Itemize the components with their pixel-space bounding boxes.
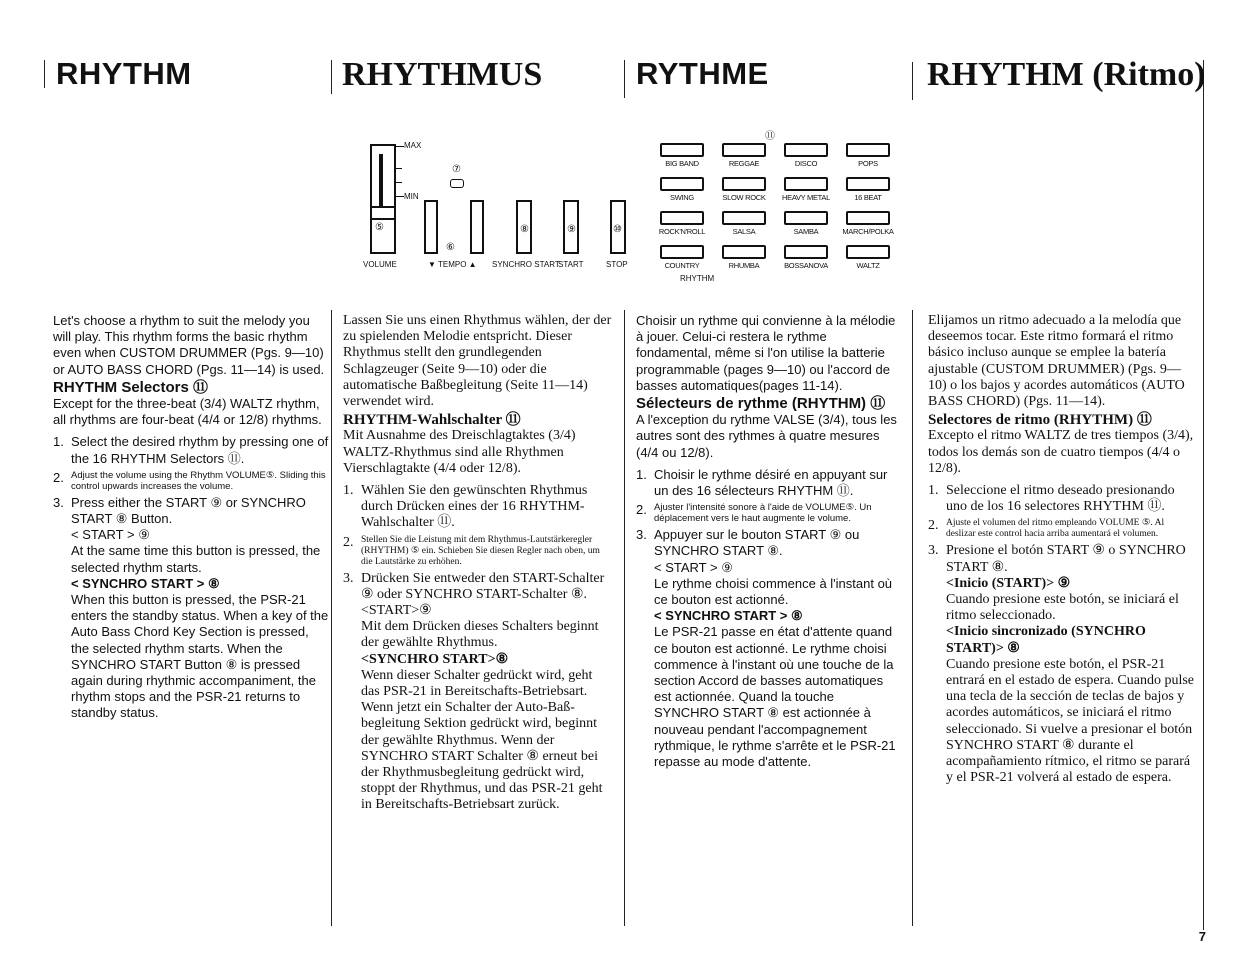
step-number: 3. [53,494,64,510]
tempo-down-button [424,200,438,254]
step-number: 2. [636,502,647,518]
step-3 [343,571,613,814]
section-text: Mit Ausnahme des Dreischlagtaktes (3/4) WALTZ-Rhythmus sind alle Rhythmen Vierschlagtakte (4/4 oder 12/8). [343,428,576,476]
step-1 [53,434,329,466]
rhythm-selector-button [846,211,890,225]
min-label: MIN [404,192,419,201]
rhythm-selector-label: HEAVY METAL [782,193,830,202]
step-2 [53,470,329,492]
step-text: Adjust the volume using the Rhythm VOLUME⑤. Sliding this control upwards increases the volume. [71,469,326,492]
section-text: A l'exception du rythme VALSE (3/4), tous les autres sont des rythmes à quatre mesures (4/4 ou 12/8). [636,412,897,460]
page-number: 7 [1198,929,1206,944]
step-number: 1. [636,466,647,482]
rhythm-selector-label: RHUMBA [728,261,760,270]
rhythm-selector-button [722,211,766,225]
step-number: 3. [343,570,354,586]
rhythm-selector-button [784,245,828,259]
rhythm-selector-button [784,143,828,157]
start-text: Mit dem Drücken dieses Schalters beginnt der gewählte Rhythmus. [361,619,599,651]
column-fr [636,313,902,773]
step-number: 1. [928,483,939,499]
step-2 [343,535,613,568]
start-text: At the same time this button is pressed, the selected rhythm starts. [71,543,321,575]
steps-list [928,483,1194,786]
circle-label-6: ⑥ [446,242,455,253]
indicator-lamp [450,179,464,188]
start-label: START [558,260,584,269]
rhythm-selector-button [784,211,828,225]
rhythm-selector-button [722,177,766,191]
rhythm-label: RHYTHM [680,274,715,283]
step-number: 3. [928,543,939,559]
step-text: Stellen Sie die Leistung mit dem Rhythmus-Lautstärkeregler (RHYTHM) ⑤ ein. Schieben Sie diesen Regler nach oben, um die Lautstärke zu erhöhen. [361,534,600,567]
synchro-start-label: SYNCHRO START [492,260,560,269]
column-de [343,313,613,817]
tempo-up-button [470,200,484,254]
rhythm-selector-button [846,245,890,259]
synchro-heading: < SYNCHRO START > ⑧ [71,575,220,591]
header-en: RHYTHM [56,56,192,91]
rhythm-selector-label: ROCK'N'ROLL [658,227,706,236]
circle-label-10: ⑩ [613,224,622,235]
rhythm-selector-label: REGGAE [728,159,760,168]
step-text: Drücken Sie entweder den START-Schalter ⑨ oder SYNCHRO START-Schalter ⑧. [361,570,605,602]
rhythm-selector-button [660,143,704,157]
rhythm-selector-button [660,211,704,225]
step-number: 2. [53,469,64,485]
section-subheading: Sélecteurs de rythme (RHYTHM) ⑪ [636,395,886,413]
step-text: Ajuster l'intensité sonore à l'aide de VOLUME⑤. Un déplacement vers le haut augmente le volume. [654,502,872,525]
step-text: Ajuste el volumen del ritmo empleando VOLUME ⑤. Al deslizar este control hacia arriba aumentará el volumen. [946,518,1165,540]
step-3 [53,495,329,722]
steps-list [343,483,613,814]
rhythm-selector-label: POPS [858,159,878,168]
circle-label-8: ⑧ [520,224,529,235]
divider-line [624,60,625,98]
rhythm-selector-label: BOSSANOVA [784,261,828,270]
step-number: 2. [928,518,939,534]
section-text: Except for the three-beat (3/4) WALTZ rhythm, all rhythms are four-beat (4/4 or 12/8) rhythms. [53,396,322,428]
divider-line [331,310,332,926]
divider-line [331,60,332,94]
max-label: MAX [404,141,422,150]
synchro-heading: <Inicio sincronizado (SYNCHRO START)> ⑧ [946,624,1146,656]
rhythm-selector-button [660,245,704,259]
rhythm-selector-label: MARCH/POLKA [842,227,894,236]
step-number: 1. [343,483,354,499]
intro-text: Elijamos un ritmo adecuado a la melodía que deseemos tocar. Este ritmo formará el ritmo básico incluso aunque se emplee la batería ajustable (CUSTOM DRUMMER) (Pgs. 9—10) o los bajos y acordes automáticos (AUTO BASS CHORD) (Pgs. 11—14). [928,313,1185,410]
tempo-label: ▼ TEMPO ▲ [428,260,477,269]
step-number: 3. [636,527,647,543]
rhythm-selector-button [846,143,890,157]
steps-list [636,467,902,770]
rhythm-selector-button [722,245,766,259]
divider-line [624,310,625,926]
step-text: Select the desired rhythm by pressing one of the 16 RHYTHM Selectors ⑪. [71,434,329,466]
intro-text: Lassen Sie uns einen Rhythmus wählen, der der zu spielenden Melodie entspricht. Dieser Rhythmus stellt den grundlegenden Schlagzeuger (Seite 9—10) oder die automatische Baßbegleitung (Seite 11—14) verwendet wird. [343,313,612,410]
rhythm-selector-label: DISCO [794,159,818,168]
section-subheading: RHYTHM Selectors ⑪ [53,378,209,396]
step-text: Presione el botón START ⑨ o SYNCHRO START ⑧. [946,543,1186,575]
rhythm-selector-button [660,177,704,191]
divider-line [912,62,913,100]
rhythm-selector-label: SWING [670,193,694,202]
step-3 [636,527,902,770]
section-text: Excepto el ritmo WALTZ de tres tiempos (3/4), todos los demás son de cuatro tiempos (4/4 o 12/8). [928,428,1194,476]
synchro-heading: < SYNCHRO START > ⑧ [654,608,803,624]
step-1 [928,483,1194,515]
step-text: Choisir le rythme désiré en appuyant sur un des 16 sélecteurs RHYTHM ⑪. [654,466,888,499]
start-heading: < START > ⑨ [654,559,733,575]
step-3 [928,543,1194,786]
step-text: Seleccione el ritmo deseado presionando uno de los 16 selectores RHYTHM ⑪. [946,483,1175,515]
intro-text: Let's choose a rhythm to suit the melody you will play. This rhythm forms the basic rhythm even when CUSTOM DRUMMER (Pgs. 9—10) or AUTO BASS CHORD (Pgs. 11—14) is used. [53,313,325,377]
volume-label: VOLUME [363,260,397,269]
rhythm-selector-label: SAMBA [793,227,819,236]
section-subheading: Selectores de ritmo (RHYTHM) ⑪ [928,412,1152,429]
rhythm-selector-label: SLOW ROCK [722,193,766,202]
step-2 [928,518,1194,540]
synchro-text: When this button is pressed, the PSR-21 enters the standby status. When a key of the Auto Bass Chord Key Section is pressed, the selected rhythm starts. When the SYNCHRO START Button ⑧ is pressed again during rhythmic accompaniment, the rhythm stops and the PSR-21 returns to standby status. [71,592,329,721]
start-heading: < START > ⑨ [71,527,150,543]
section-subheading: RHYTHM-Wahlschalter ⑪ [343,412,521,429]
rhythm-selector-label: SALSA [732,227,756,236]
step-1 [343,483,613,532]
synchro-heading: <SYNCHRO START>⑧ [361,651,509,667]
circle-label-5: ⑤ [375,222,384,233]
step-number: 2. [343,534,354,550]
step-text: Appuyer sur le bouton START ⑨ ou SYNCHRO START ⑧. [654,527,860,559]
step-text: Wählen Sie den gewünschten Rhythmus durch Drücken eines der 16 RHYTHM-Wahlschalter ⑪. [361,483,588,531]
rhythm-selector-button [784,177,828,191]
steps-list [53,434,329,721]
divider-line [44,60,45,88]
start-heading: <Inicio (START)> ⑨ [946,575,1071,591]
rhythm-selector-label: 16 BEAT [854,193,882,202]
circle-label-11: ⑪ [765,131,775,142]
divider-line [1203,60,1204,930]
step-1 [636,467,902,499]
rhythm-selector-label: WALTZ [856,261,880,270]
synchro-text: Wenn dieser Schalter gedrückt wird, geht das PSR-21 in Bereitschafts-Betriebsart. Wenn jetzt ein Schalter der Auto-Baß-begleitung Sektion gedrückt wird, beginnt der gewählte Rhythmus. Wenn der SYNCHRO START Schalter ⑧ erneut bei der Rhythmusbegleitung gedrückt wird, stoppt der Rhythmus, und das PSR-21 geht in Bereitschafts-Betriebsart zurück. [361,667,603,813]
header-es: RHYTHM (Ritmo) [927,56,1206,93]
circle-label-9: ⑨ [567,224,576,235]
start-heading: <START>⑨ [361,603,432,619]
rhythm-selector-label: BIG BAND [665,159,699,168]
column-es [928,313,1194,789]
column-en [53,313,329,725]
start-text: Cuando presione este botón, se iniciará el ritmo seleccionado. [946,592,1179,624]
step-2 [636,502,902,524]
volume-slider [370,144,396,254]
synchro-text: Le PSR-21 passe en état d'attente quand ce bouton est actionné. Le rythme choisi commence à l'instant où une touche de la section Accord de basses automatiques est actionnée. Quand la touche SYNCHRO START ⑧ est actionnée à nouveau pendant l'accompagnement rythmique, le rythme s'arrête et le PSR-21 repasse au mode d'attente. [654,624,896,770]
stop-label: STOP [606,260,628,269]
step-text: Press either the START ⑨ or SYNCHRO START ⑧ Button. [71,494,306,527]
header-fr: RYTHME [636,56,769,91]
synchro-text: Cuando presione este botón, el PSR-21 entrará en el estado de espera. Cuando pulse una tecla de la sección de teclas de bajos y acordes automáticos, se iniciará el ritmo seleccionado. Si vuelve a presionar el botón SYNCHRO START ⑧ durante el acompañamiento rítmico, el ritmo se parará y el PSR-21 volverá al estado de espera. [946,656,1195,786]
rhythm-selector-label: COUNTRY [664,261,700,270]
rhythm-selector-button [722,143,766,157]
step-number: 1. [53,434,64,450]
intro-text: Choisir un rythme qui convienne à la mélodie à jouer. Celui-ci restera le rythme fondamental, même si l'on utilise la batterie programmable (pages 9—10) ou l'accord de basses automatiques(pages 11-14). [636,313,896,393]
circle-label-7: ⑦ [452,164,461,175]
start-text: Le rythme choisi commence à l'instant où ce bouton est actionné. [654,575,893,608]
divider-line [912,310,913,926]
rhythm-selector-button [846,177,890,191]
header-de: RHYTHMUS [342,56,543,93]
